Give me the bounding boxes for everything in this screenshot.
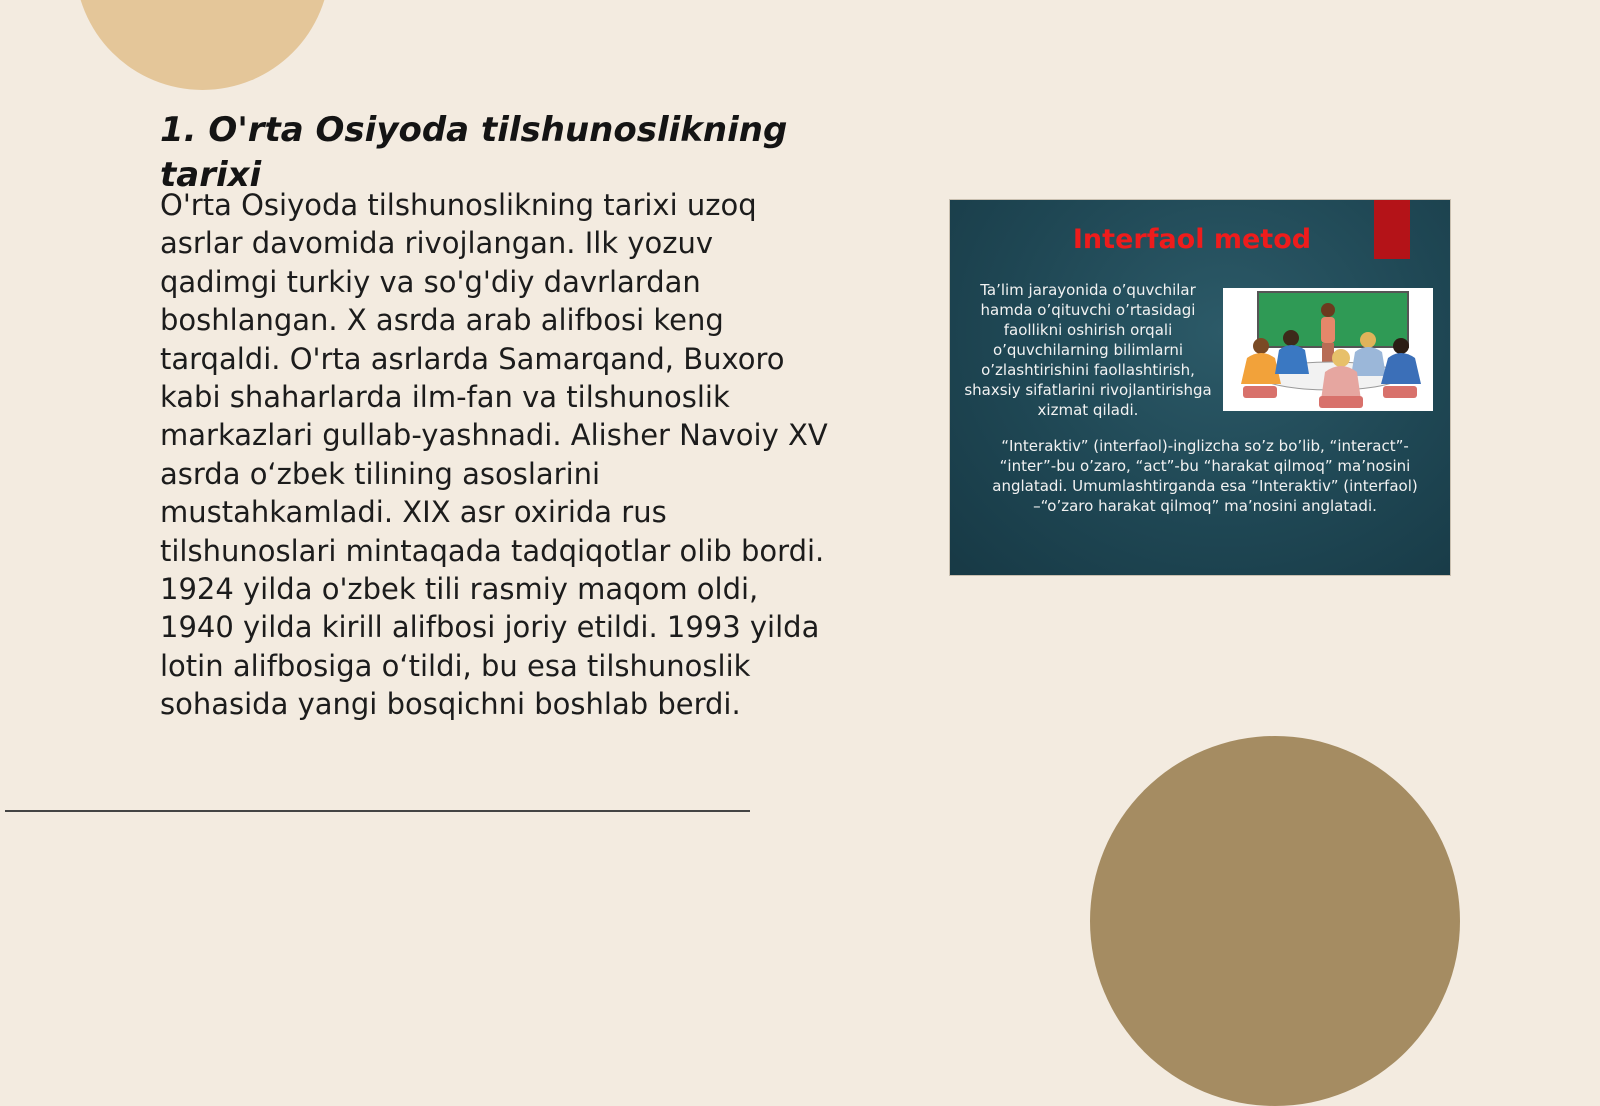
slide-body-text: O'rta Osiyoda tilshunoslikning tarixi uzoq asrlar davomida rivojlangan. Ilk yozuv qadimgi turkiy va so'g'diy davrlardan boshlangan. X asrda arab alifbosi keng tarqaldi. O'rta asrlarda Samarqand, Buxoro kabi shaharlarda ilm-fan va tilshunoslik markazlari gullab-yashnadi. Alisher Navoiy XV asrda o‘zbek tilining asoslarini mustahkamladi. XIX asr oxirida rus tilshunoslari mintaqada tadqiqotlar olib bordi. 1924 yilda o'zbek tili rasmiy maqom oldi, 1940 yilda kirill alifbosi joriy etildi. 1993 yilda lotin alifbosiga o‘tildi, bu esa tilshunoslik sohasida yangi bosqichni boshlab berdi. [160,188,828,722]
horizontal-divider [5,810,750,812]
image-title: Interfaol metod [1072,224,1312,255]
decorative-circle-top [75,0,330,90]
decorative-circle-bottom [1090,736,1460,1106]
interfaol-metod-image [950,200,1450,575]
image-definition-text: “Interaktiv” (interfaol)-inglizcha so’z bo’lib, “interact”- “inter”-bu o’zaro, “act”-bu “harakat qilmoq” ma’nosini anglatadi. Umumlashtirganda esa “Interaktiv” (interfaol) –“o’zaro harakat qilmoq” ma’nosini anglatadi. [992,437,1418,515]
image-description-text: Ta’lim jarayonida o’quvchilar hamda o’qituvchi o’rtasidagi faollikni oshirish orqali o’quvchilarning bilimlarni o’zlashtirishini faollashtirish, shaxsiy sifatlarini rivojlantirishga xizmat qiladi. [964,281,1212,419]
classroom-illustration [1223,288,1433,411]
slide-title: 1. O'rta Osiyoda tilshunoslikning tarixi [160,110,788,195]
